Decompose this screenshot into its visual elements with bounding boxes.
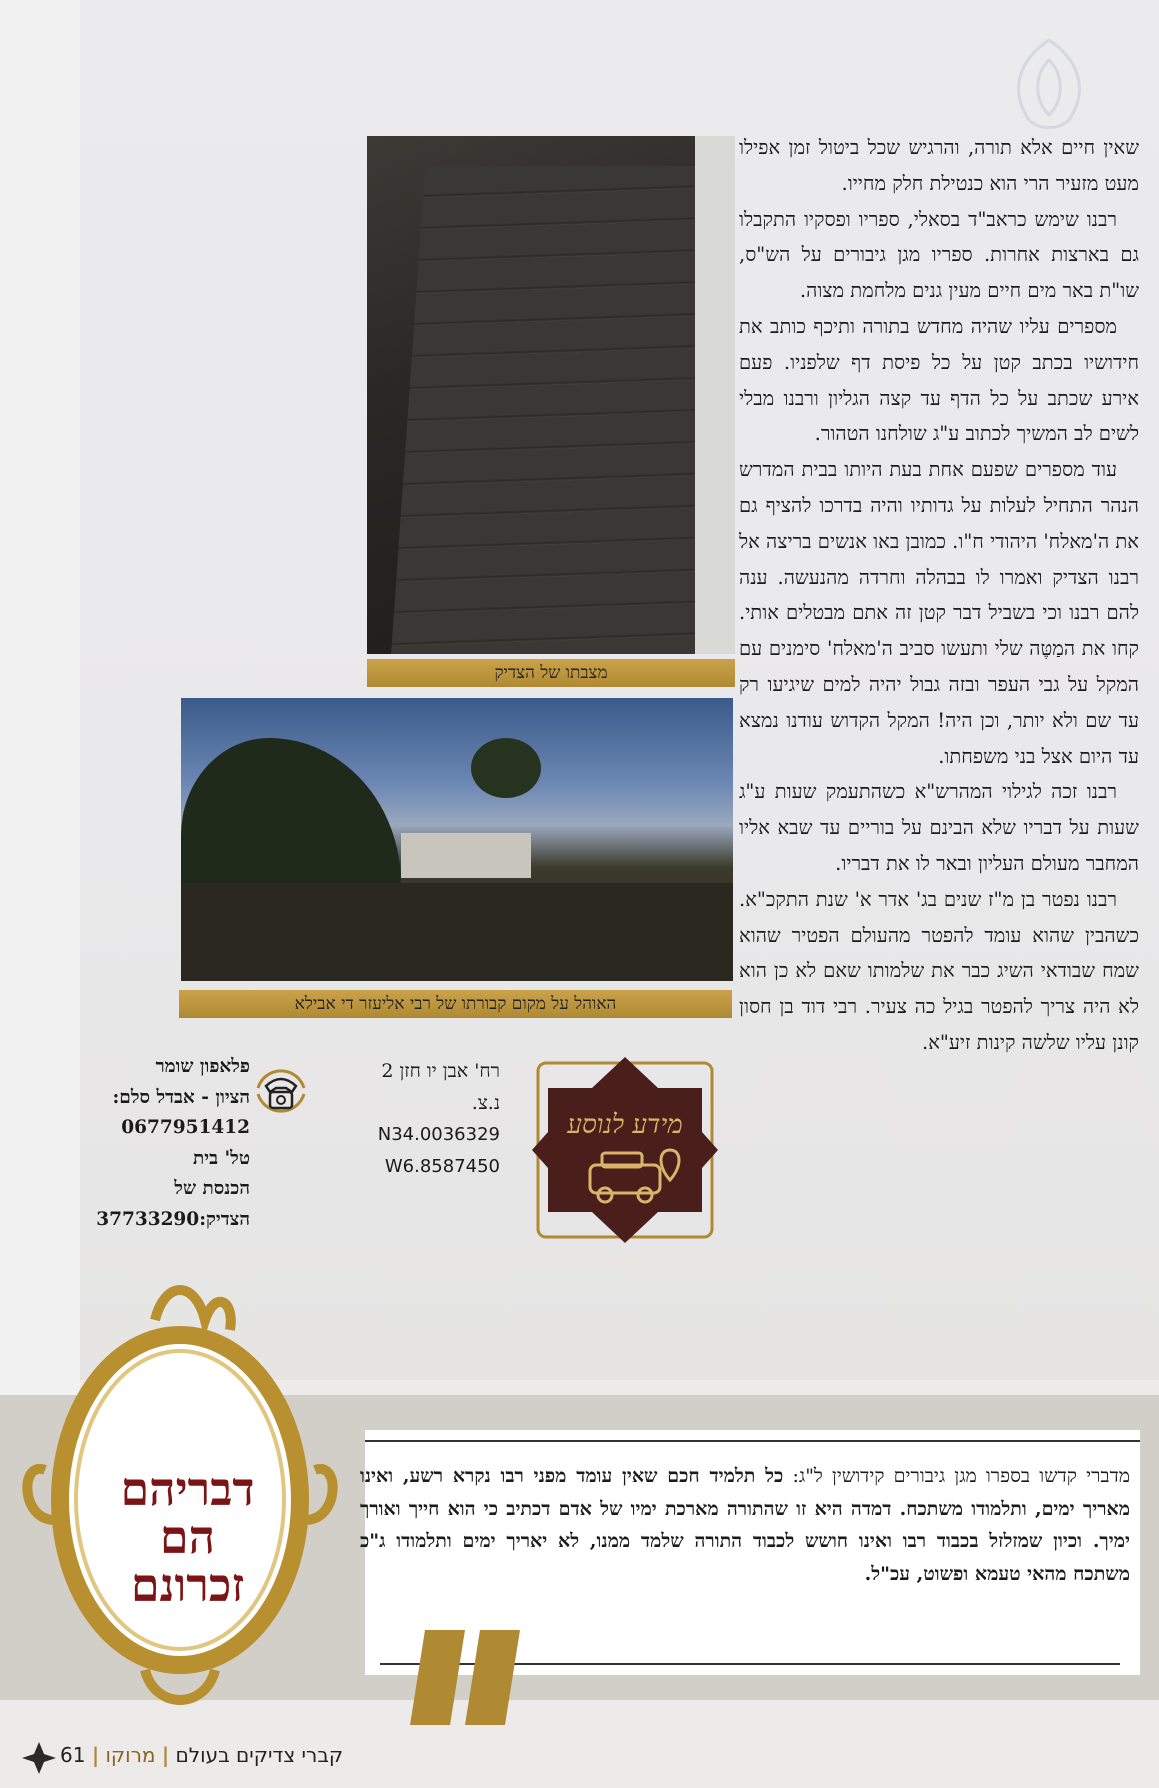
photo-ground [181, 883, 733, 981]
footer-separator: | [161, 1743, 170, 1767]
footer-ornament-icon [18, 1738, 60, 1778]
guard-phone-label: פלאפון שומר [155, 1056, 250, 1077]
tombstone-photo [367, 136, 735, 654]
article-paragraph: רבנו שימש כראב"ד בסאלי, ספריו ופסקיו התקבלו גם בארצות אחרות. ספריו מגן גיבורים על הש"ס, שו"ת באר מים חיים מעין גנים מלחמת מצוה. [739, 207, 1139, 303]
article-paragraph: שאין חיים אלא תורה, והרגיש שכל ביטול זמן אפילו מעט מזעיר הרי הוא כנטילת חלק מחייו. [739, 136, 1139, 195]
synagogue-phone-number: הצדיק:37733290 [96, 1208, 250, 1230]
article-paragraph: עוד מספרים שפעם אחת בעת היותו בבית המדרש הנהר התחיל לעלות על גדותיו והיה בדרכו להציף גם את ה'מאלח' היהודי ח"ו. כמובן באו אנשים בריצה אל רבנו הצדיק ואמרו לו בבהלה וחרדה מהנעשה. ענה להם רבנו וכי בשביל דבר קטן זה אתם מבטלים אותי. קחו את המַטֶּה שלי ותעשו סביב ה'מאלח' סימנים עם המקל על גבי העפר ובזה גבול יהיה למים שיגיעו רק עד שם ולא יותר, וכן היה! המקל הקדוש עודנו נמצא עד היום אצל בני משפחתו. [739, 458, 1139, 768]
ohel-caption: האוהל על מקום קבורתו של רבי אליעזר די אבילא [179, 990, 732, 1018]
photo-edge [695, 136, 735, 654]
guard-phone-number: 0677951412 [121, 1117, 250, 1138]
traveler-info-badge [530, 1055, 720, 1245]
badge-title: מידע לנוסע [567, 1110, 683, 1140]
article-paragraph: רבנו נפטר בן מ"ז שנים בג' אדר א' שנת התקכ"א. כשהבין שהוא עומד להפטר מהעולם הפטיר שהוא שמח שבודאי השיג כבר את שלמותו שאם לא כן הוא לא היה צריך להפטר בגיל כה צעיר. רבי דוד בן חסון קונן עליו שלשה קינות זיע"א. [739, 887, 1139, 1054]
photo-ohel-building [401, 833, 531, 878]
ohel-photo [181, 698, 733, 981]
quote-intro: מדברי קדשו בספרו מגן גיבורים קידושין ל"ג: [783, 1465, 1130, 1487]
footer-country: מרוקו [105, 1743, 156, 1767]
tombstone-slab [389, 166, 735, 654]
quote-text [360, 1460, 1130, 1590]
page-number: 61 [60, 1743, 86, 1767]
footer-separator: | [91, 1743, 100, 1767]
address-block [350, 1055, 500, 1183]
phone-block [75, 1052, 250, 1235]
frame-title [105, 1462, 270, 1612]
footer-series: קברי צדיקים בעולם [175, 1743, 344, 1767]
latitude: N34.0036329 [377, 1124, 500, 1145]
article-paragraph: רבנו זכה לגילוי המהרש"א כשהתעמק שעות ע"ג שעות על דבריו שלא הבינם על בוריים עד שבא אליו המחבר מעולם העליון ובאר לו את דבריו. [739, 780, 1139, 875]
photo-palm [471, 738, 541, 798]
synagogue-phone-label: טל' בית [193, 1147, 250, 1169]
frame-title-line: הם [159, 1510, 216, 1564]
guard-name: הציון - אבדל סלם: [112, 1086, 250, 1108]
page-footer [60, 1743, 560, 1767]
quote-rule-top [365, 1440, 1140, 1442]
longitude: W6.8587450 [384, 1156, 500, 1177]
frame-title-line: זכרונם [130, 1558, 245, 1612]
article-column [739, 130, 1139, 1061]
tombstone-caption: מצבתו של הצדיק [367, 659, 735, 687]
quote-bold: כל תלמיד חכם שאין עומד מפני רבו נקרא רשע, ואינו מאריך ימים, ותלמודו משתכח. דמדה היא זו שהתורה מארכת ימיו של אדם דכתיב כי הוא חייך ואורך ימיך. וכיון שמזלזל בכבוד רבו ואינו חושש לכבוד התורה שלמד ממנו, לא יאריך ימים ותלמודו ג"כ משתכח מהאי טעמא ופשוט, עכ"ל. [360, 1465, 1130, 1585]
street-address: רח' אבן יו חזן 2 [381, 1060, 500, 1082]
quote-marks-icon [405, 1630, 535, 1730]
article-paragraph: מספרים עליו שהיה מחדש בתורה ותיכף כותב את חידושיו בכתב קטן על כל פיסת דף שלפניו. פעם אירע שכתב על כל הדף עד קצה הגליון ורבנו מבלי לשים לב המשיך לכתוב ע"ג שולחנו הטהור. [739, 314, 1139, 446]
frame-title-line: דבריהם [120, 1462, 255, 1516]
phone-icon [248, 1058, 314, 1124]
coords-label: נ.צ. [471, 1092, 500, 1114]
synagogue-phone-label-2: הכנסת של [174, 1178, 250, 1199]
